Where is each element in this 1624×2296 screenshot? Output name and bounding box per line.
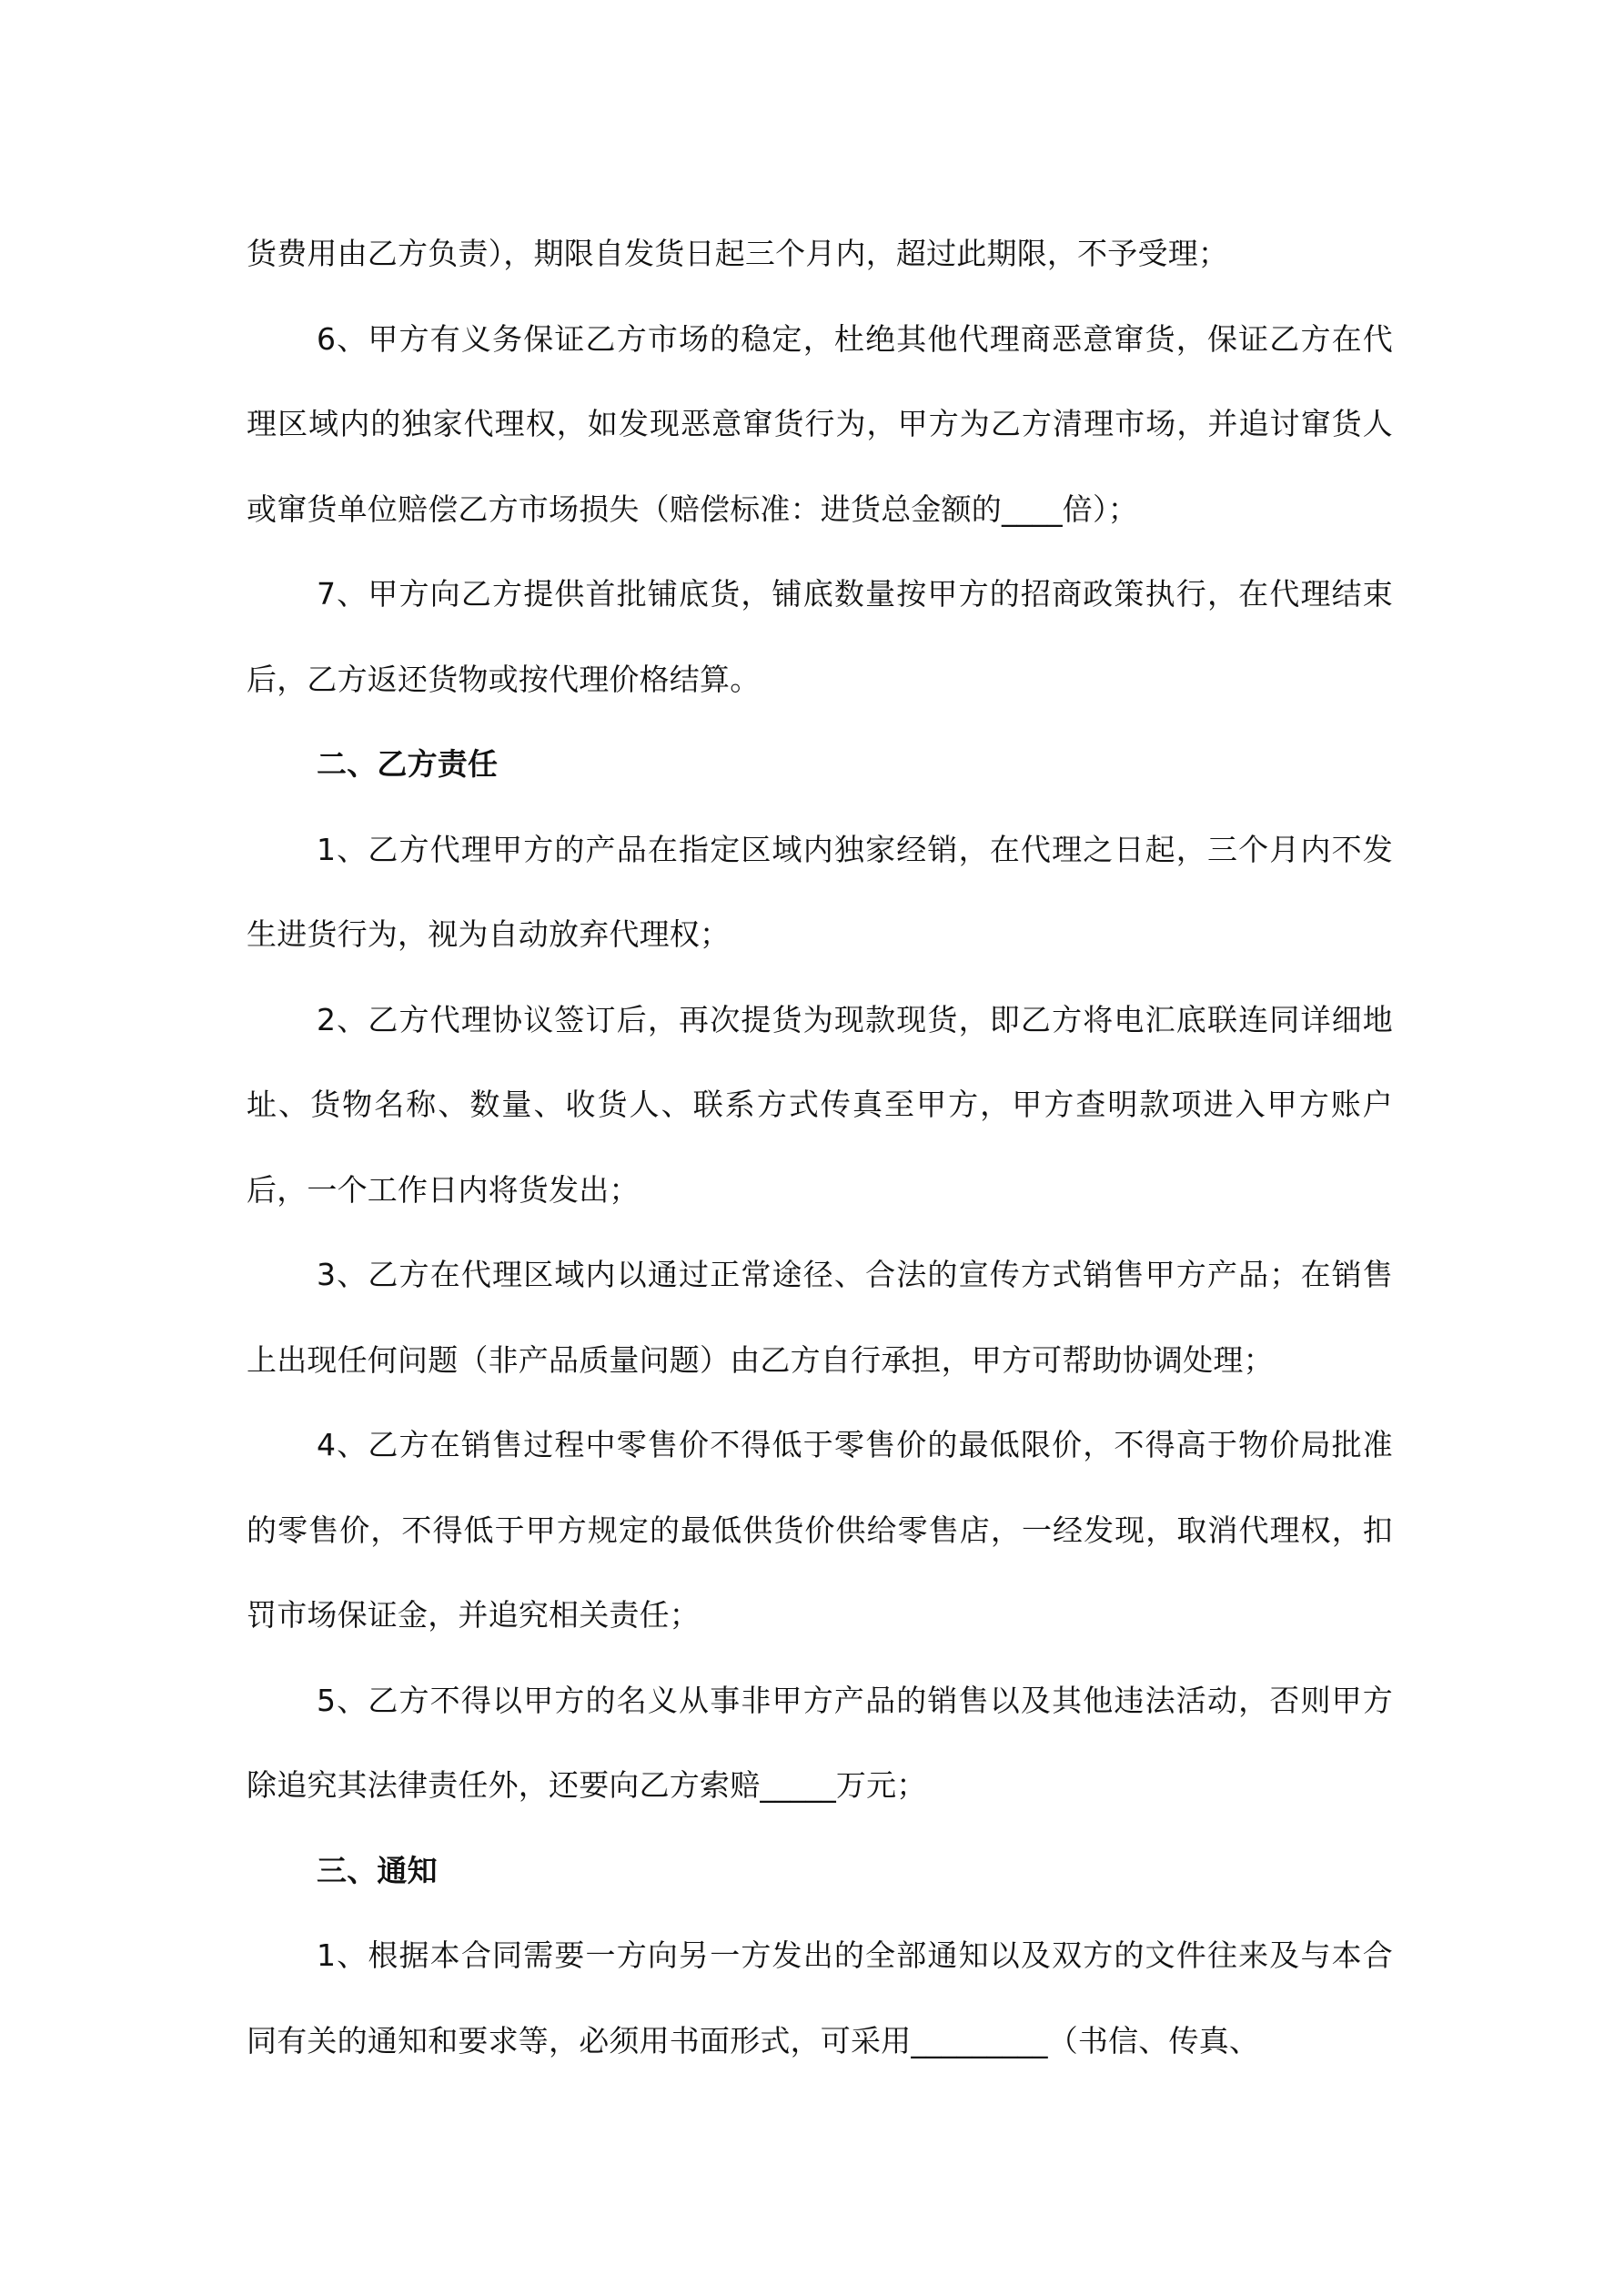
paragraph-clause-7: 7、甲方向乙方提供首批铺底货，铺底数量按甲方的招商政策执行，在代理结束后，乙方返还货物或按代理价格结算。 xyxy=(247,576,1393,697)
paragraph-b-clause-1: 1、乙方代理甲方的产品在指定区域内独家经销，在代理之日起，三个月内不发生进货行为，视为自动放弃代理权； xyxy=(247,831,1393,952)
paragraph-b-clause-3: 3、乙方在代理区域内以通过正常途径、合法的宣传方式销售甲方产品；在销售上出现任何问题（非产品质量问题）由乙方自行承担，甲方可帮助协调处理； xyxy=(247,1257,1393,1378)
paragraph-continuation: 货费用由乙方负责），期限自发货日起三个月内，超过此期限，不予受理； xyxy=(247,236,1229,271)
paragraph-notice-clause-1: 1、根据本合同需要一方向另一方发出的全部通知以及双方的文件往来及与本合同有关的通知和要求等，必须用书面形式，可采用_________（书信、传真、 xyxy=(247,1937,1393,2058)
document-body xyxy=(247,211,1393,2083)
paragraph-b-clause-5: 5、乙方不得以甲方的名义从事非甲方产品的销售以及其他违法活动，否则甲方除追究其法律责任外，还要向乙方索赔_____万元； xyxy=(247,1682,1393,1803)
paragraph-b-clause-2: 2、乙方代理协议签订后，再次提货为现款现货，即乙方将电汇底联连同详细地址、货物名称、数量、收货人、联系方式传真至甲方，甲方查明款项进入甲方账户后，一个工作日内将货发出； xyxy=(247,1001,1393,1208)
paragraph-clause-6: 6、甲方有义务保证乙方市场的稳定，杜绝其他代理商恶意窜货，保证乙方在代理区域内的独家代理权，如发现恶意窜货行为，甲方为乙方清理市场，并追讨窜货人或窜货单位赔偿乙方市场损失（赔偿标准：进货总金额的____倍）； xyxy=(247,320,1393,527)
section-heading-party-b-duties: 二、乙方责任 xyxy=(317,746,499,782)
section-heading-notice: 三、通知 xyxy=(317,1852,438,1888)
paragraph-b-clause-4: 4、乙方在销售过程中零售价不得低于零售价的最低限价，不得高于物价局批准的零售价，不得低于甲方规定的最低供货价供给零售店，一经发现，取消代理权，扣罚市场保证金，并追究相关责任； xyxy=(247,1427,1393,1633)
